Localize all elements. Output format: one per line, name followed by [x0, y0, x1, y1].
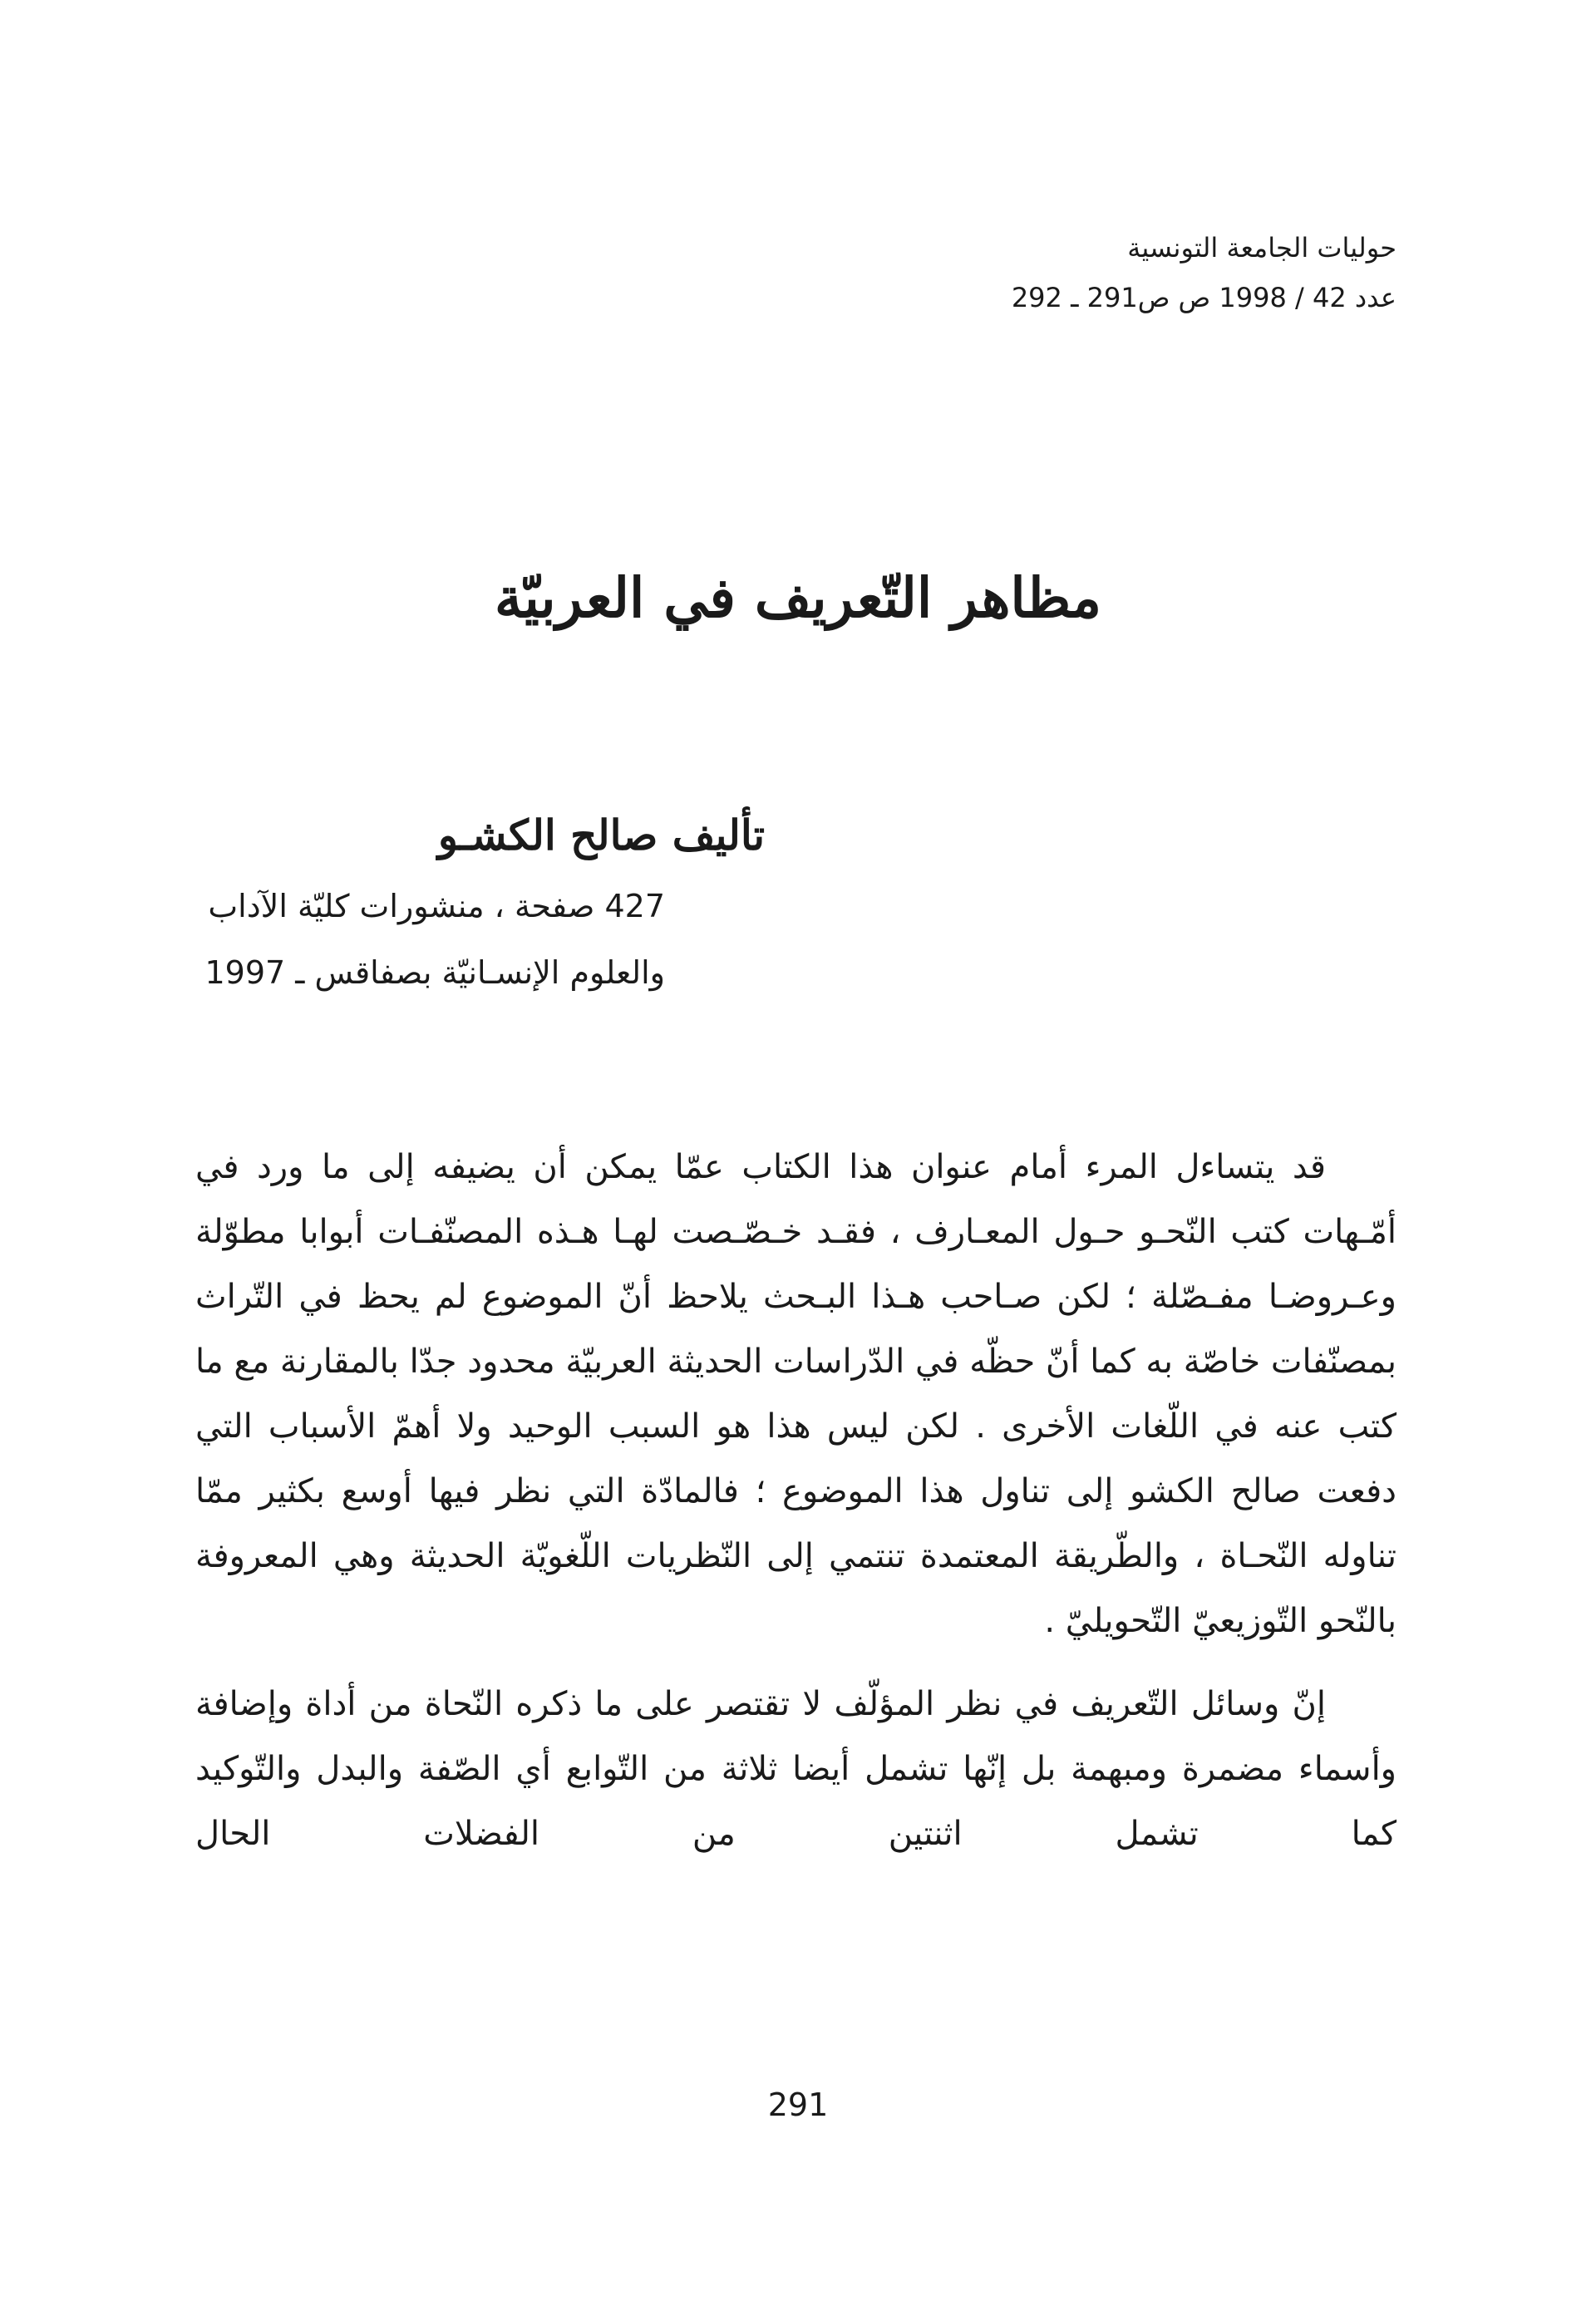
paragraph-1: قد يتساءل المرء أمام عنوان هذا الكتاب عمّا يمكن أن يضيفه إلى ما ورد في أمّـهات كتب النّحـو حـول المعـارف ، فقـد خـصّـصت لهـا هـذه المصنّفـات أبوابا مطوّلة وعـروضـا مفـصّلة ؛ لكن صـاحب هـذا البـحث يلاحظ أنّ الموضوع لم يحظ في التّراث بمصنّفات خاصّة به كما أنّ حظّه في الدّراسات الحديثة العربيّة محدود جدّا بالمقارنة مع ما كتب عنه في اللّغات الأخرى . لكن ليس هذا هو السبب الوحيد ولا أهمّ الأسباب التي دفعت صالح الكشو إلى تناول هذا الموضوع ؛ فالمادّة التي نظر فيها أوسع بكثير ممّا تناوله النّحـاة ، والطّريقة المعتمدة تنتمي إلى النّظريات اللّغويّة الحديثة وهي المعروفة بالنّحو التّوزيعيّ التّحويليّ .: [195, 1148, 1396, 1640]
publication-line-2: والعلوم الإنسـانيّة بصفاقس ـ 1997: [204, 954, 665, 991]
author-name: تأليف صالح الكشـو: [437, 811, 765, 860]
paragraph-2: إنّ وسائل التّعريف في نظر المؤلّف لا تقتصر على ما ذكره النّحاة من أداة وإضافة وأسماء مضمرة ومبهمة بل إنّها تشمل أيضا ثلاثة من التّوابع أي الصّفة والبدل والتّوكيد كما تشمل اثنتين من الفضلات الحال: [195, 1685, 1396, 1853]
publication-line-1: 427 صفحة ، منشورات كليّة الآداب: [208, 888, 665, 924]
journal-issue: عدد 42 / 1998 ص ص291 ـ 292: [1011, 282, 1396, 313]
journal-name: حوليات الجامعة التونسية: [1127, 232, 1396, 264]
author-block: [204, 798, 765, 1006]
article-title: مظاهر التّعريف في العربيّة: [495, 565, 1101, 630]
body-text: [195, 1135, 1396, 1866]
journal-header: [648, 223, 1396, 323]
page-number: 291: [767, 2087, 829, 2123]
